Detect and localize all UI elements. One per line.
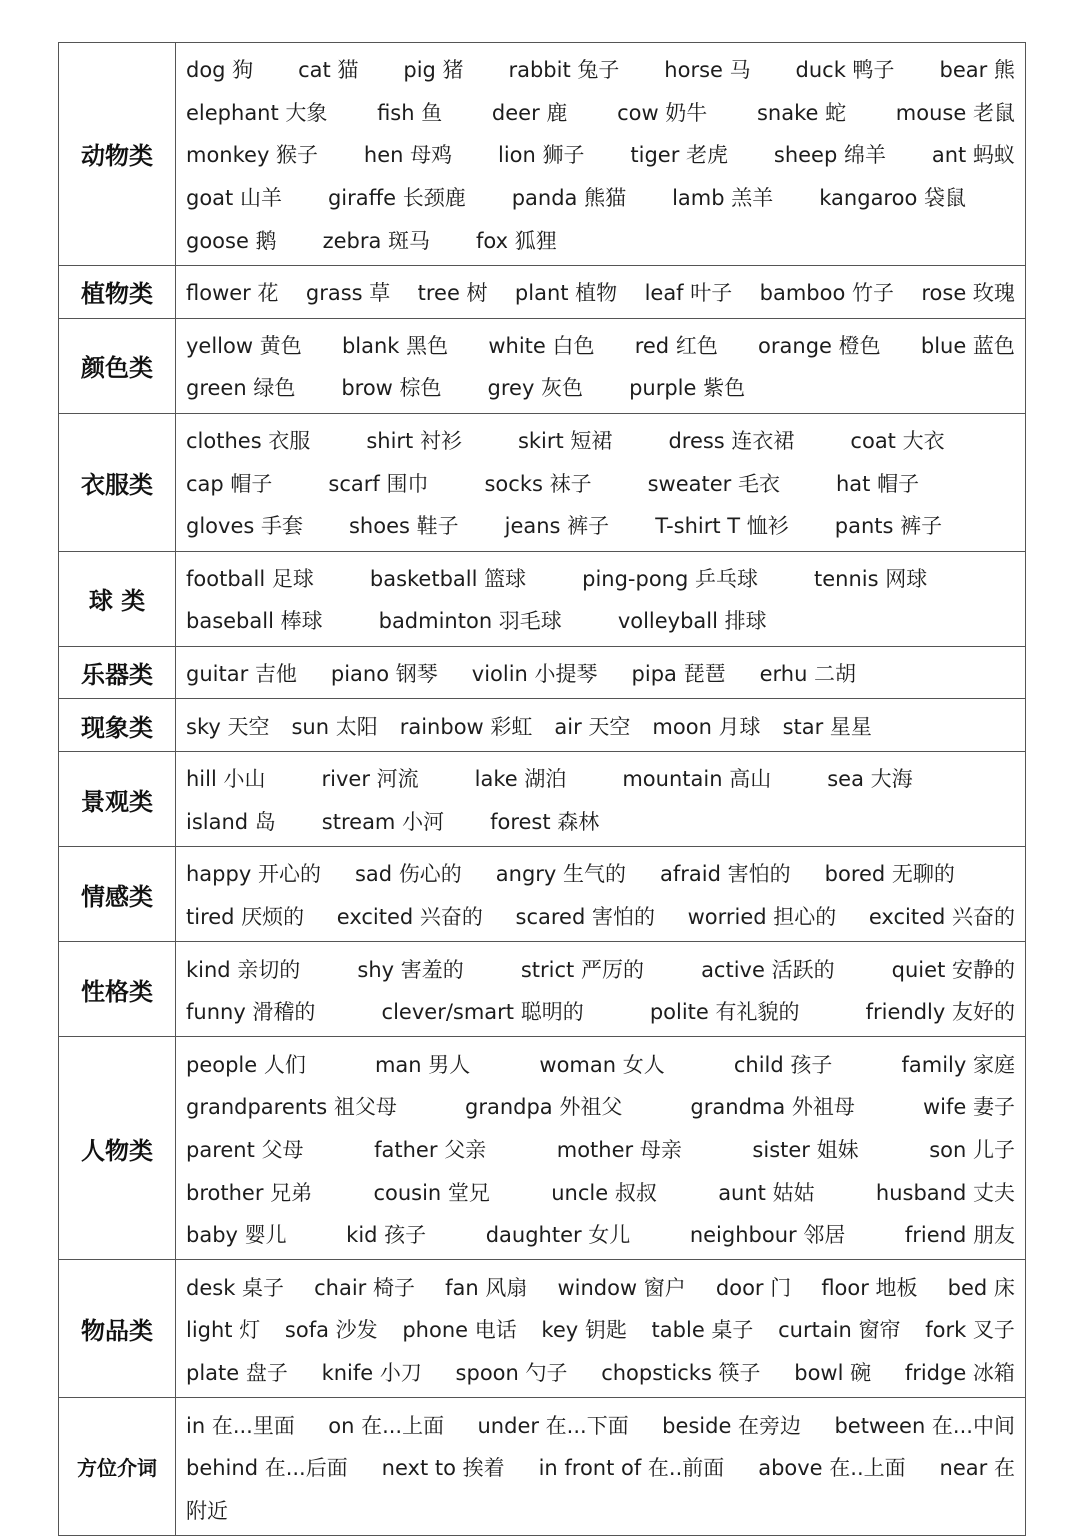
word-item: air 天空 [554,714,631,739]
category-label: 衣服类 [59,414,176,551]
word-item: fox 狐狸 [476,228,557,253]
word-line [186,1085,1015,1128]
word-item: monkey 猴子 [186,143,319,168]
word-item: T-shirt T 恤衫 [655,514,789,539]
word-line [186,419,1015,462]
word-item: tennis 网球 [814,566,928,591]
word-item: scarf 围巾 [328,471,429,496]
word-item: blank 黑色 [341,333,449,358]
word-item: deer 鹿 [491,100,568,125]
word-list [176,752,1025,846]
word-item: kangaroo 袋鼠 [819,186,966,211]
word-item: under 在...下面 [477,1413,629,1438]
word-item: fork 叉子 [925,1318,1015,1343]
category-label: 方位介词 [59,1398,176,1535]
word-item: chair 椅子 [314,1275,415,1300]
category-row-prepositions [59,1398,1025,1536]
word-item: elephant 大象 [186,100,328,125]
word-item: woman 女人 [539,1052,665,1077]
word-item: red 红色 [634,333,718,358]
word-item: curtain 窗帘 [778,1318,901,1343]
word-item: happy 开心的 [186,862,321,887]
category-label: 植物类 [59,266,176,318]
word-item: man 男人 [374,1052,471,1077]
category-row-personality [59,942,1025,1037]
word-item: shirt 衬衫 [366,429,462,454]
category-row-objects [59,1260,1025,1398]
word-item: hen 母鸡 [363,143,453,168]
word-item: yellow 黄色 [186,333,302,358]
word-item: guitar 吉他 [186,662,297,687]
word-list [176,414,1025,551]
word-item: angry 生气的 [495,862,627,887]
word-item: kid 孩子 [346,1223,427,1248]
word-item: afraid 害怕的 [660,862,791,887]
word-line [186,947,1015,990]
word-line [186,1351,1015,1394]
word-item: shoes 鞋子 [348,514,459,539]
category-label: 动物类 [59,43,176,265]
word-item: sky 天空 [186,714,270,739]
word-item: grass 草 [305,281,391,306]
word-line [186,652,1015,695]
word-item: active 活跃的 [701,957,835,982]
word-item: moon 月球 [652,714,761,739]
word-item: above 在..上面 [758,1456,906,1481]
word-item: baby 婴儿 [186,1223,287,1248]
word-item: bear 熊 [939,58,1015,83]
word-line [186,1128,1015,1171]
word-item: in front of 在..前面 [538,1456,725,1481]
word-item: hat 帽子 [835,471,920,496]
word-item: excited 兴奋的 [868,904,1015,929]
word-item: goose 鹅 [186,228,277,253]
word-line [186,504,1015,547]
word-item: tree 树 [417,281,488,306]
word-list [176,43,1025,265]
word-item: behind 在...后面 [186,1456,348,1481]
word-item: phone 电话 [402,1318,517,1343]
word-item: lamb 羔羊 [672,186,774,211]
word-item: aunt 姑姑 [718,1180,815,1205]
word-item: beside 在旁边 [662,1413,802,1438]
word-item: orange 橙色 [758,333,881,358]
word-item: green 绿色 [186,376,296,401]
word-line [186,1042,1015,1085]
word-item: in 在...里面 [186,1413,295,1438]
word-item: fish 鱼 [377,100,443,125]
word-list [176,1037,1025,1259]
word-item: dress 连衣裙 [668,429,795,454]
category-row-emotions [59,847,1025,942]
word-item: socks 袜子 [484,471,592,496]
word-item: son 儿子 [929,1137,1015,1162]
word-item: chopsticks 筷子 [601,1360,761,1385]
word-item: island 岛 [186,809,276,834]
word-item: friend 朋友 [904,1223,1015,1248]
word-item: sheep 绵羊 [773,143,886,168]
word-line [186,1446,1015,1489]
word-item: daughter 女儿 [485,1223,631,1248]
word-line [186,1213,1015,1256]
word-item: cat 猫 [298,58,359,83]
word-line [186,557,1015,600]
word-item: people 人们 [186,1052,306,1077]
word-item: volleyball 排球 [617,609,767,634]
category-row-landscape [59,752,1025,847]
word-item: rabbit 兔子 [508,58,620,83]
word-item: grandparents 祖父母 [186,1095,397,1120]
word-item: sofa 沙发 [284,1318,378,1343]
word-item: wife 妻子 [922,1095,1015,1120]
word-item: desk 桌子 [186,1275,285,1300]
word-item: skirt 短裙 [517,429,613,454]
word-item: polite 有礼貌的 [649,1000,800,1025]
word-item: sun 太阳 [291,714,378,739]
word-item: cow 奶牛 [617,100,708,125]
word-item: rose 玫瑰 [921,281,1015,306]
word-item: grandpa 外祖父 [465,1095,623,1120]
word-item: clothes 衣服 [186,429,311,454]
word-line [186,461,1015,504]
word-item: tired 厌烦的 [186,904,305,929]
word-line [186,48,1015,91]
word-item: giraffe 长颈鹿 [327,186,466,211]
word-list [176,942,1025,1036]
word-item: brother 兄弟 [186,1180,313,1205]
word-item: gloves 手套 [186,514,303,539]
category-row-phenomena [59,699,1025,752]
word-line [186,133,1015,176]
word-line [186,800,1015,843]
word-item: bored 无聊的 [824,862,955,887]
word-item: sister 姐妹 [752,1137,859,1162]
word-item: zebra 斑马 [322,228,431,253]
vocabulary-table [58,42,1026,1536]
category-label: 人物类 [59,1037,176,1259]
word-item: mouse 老鼠 [895,100,1015,125]
word-item: excited 兴奋的 [336,904,483,929]
word-line [186,1170,1015,1213]
category-label: 颜色类 [59,319,176,413]
word-item: sweater 毛衣 [647,471,780,496]
word-item: plant 植物 [514,281,618,306]
word-list [176,1398,1025,1535]
word-list [176,552,1025,646]
word-list [176,647,1025,699]
category-label: 性格类 [59,942,176,1036]
word-item: cap 帽子 [186,471,273,496]
word-item: kind 亲切的 [186,957,301,982]
word-item: star 星星 [782,714,872,739]
word-list [176,1260,1025,1397]
word-item: snake 蛇 [756,100,847,125]
word-item: spoon 勺子 [455,1360,568,1385]
word-item: ant 蚂蚁 [931,143,1015,168]
word-item: on 在...上面 [328,1413,445,1438]
word-item: dog 狗 [186,58,254,83]
category-row-clothes [59,414,1025,552]
category-label: 物品类 [59,1260,176,1397]
word-item: goat 山羊 [186,186,282,211]
word-item: between 在...中间 [834,1413,1015,1438]
word-item: cousin 堂兄 [373,1180,490,1205]
word-item: sea 大海 [827,767,913,792]
word-line [186,1488,1015,1531]
word-item: mountain 高山 [622,767,772,792]
word-line [186,176,1015,219]
word-item: purple 紫色 [629,376,746,401]
word-item: hill 小山 [186,767,266,792]
word-line [186,852,1015,895]
word-item: pipa 琵琶 [631,662,726,687]
word-line [186,271,1015,314]
word-item: friendly 友好的 [865,1000,1015,1025]
word-item: quiet 安静的 [891,957,1015,982]
word-item: child 孩子 [733,1052,833,1077]
word-item: strict 严厉的 [520,957,644,982]
word-item: pants 裤子 [834,514,943,539]
category-row-balls [59,552,1025,647]
word-item: next to 挨着 [381,1456,505,1481]
word-item: basketball 篮球 [369,566,527,591]
word-item: table 桌子 [651,1318,754,1343]
word-list [176,266,1025,318]
word-item: fridge 冰箱 [904,1360,1015,1385]
word-item: 附近 [186,1498,228,1523]
word-item: uncle 叔叔 [551,1180,657,1205]
category-row-colors [59,319,1025,414]
word-item: piano 钢琴 [330,662,438,687]
word-line [186,599,1015,642]
word-item: baseball 棒球 [186,609,323,634]
word-line [186,1265,1015,1308]
word-item: river 河流 [321,767,419,792]
category-label: 情感类 [59,847,176,941]
word-line [186,366,1015,409]
word-item: jeans 裤子 [504,514,610,539]
category-label: 球 类 [59,552,176,646]
category-row-plants [59,266,1025,319]
word-item: badminton 羽毛球 [378,609,562,634]
word-item: bamboo 竹子 [759,281,894,306]
word-item: floor 地板 [821,1275,918,1300]
word-line [186,1403,1015,1446]
category-label: 现象类 [59,699,176,751]
word-item: horse 马 [664,58,751,83]
word-item: flower 花 [186,281,279,306]
word-item: worried 担心的 [687,904,837,929]
word-item: knife 小刀 [321,1360,422,1385]
word-list [176,847,1025,941]
word-item: white 白色 [488,333,595,358]
word-item: parent 父母 [186,1137,304,1162]
word-item: grandma 外祖母 [690,1095,855,1120]
word-item: clever/smart 聪明的 [381,1000,584,1025]
word-line [186,1308,1015,1351]
word-item: ping-pong 乒乓球 [582,566,758,591]
category-label: 乐器类 [59,647,176,699]
word-line [186,704,1015,747]
word-item: funny 滑稽的 [186,1000,316,1025]
category-row-animals [59,43,1025,266]
word-item: panda 熊猫 [511,186,627,211]
word-list [176,699,1025,751]
word-item: lion 狮子 [498,143,585,168]
word-line [186,990,1015,1033]
word-item: pig 猪 [403,58,464,83]
word-item: family 家庭 [901,1052,1015,1077]
word-item: bed 床 [947,1275,1015,1300]
word-line [186,324,1015,367]
word-item: coat 大衣 [850,429,945,454]
category-row-people [59,1037,1025,1260]
word-item: near 在 [939,1456,1015,1481]
word-item: neighbour 邻居 [689,1223,846,1248]
word-item: violin 小提琴 [471,662,598,687]
word-line [186,91,1015,134]
word-item: stream 小河 [321,809,445,834]
word-list [176,319,1025,413]
word-item: scared 害怕的 [515,904,655,929]
word-item: fan 风扇 [445,1275,528,1300]
word-item: shy 害羞的 [357,957,464,982]
word-item: father 父亲 [374,1137,487,1162]
word-line [186,218,1015,261]
word-item: rainbow 彩虹 [399,714,533,739]
word-item: leaf 叶子 [644,281,733,306]
category-row-instruments [59,647,1025,700]
word-item: lake 湖泊 [474,767,567,792]
word-item: tiger 老虎 [630,143,729,168]
word-line [186,895,1015,938]
word-item: sad 伤心的 [354,862,462,887]
category-label: 景观类 [59,752,176,846]
word-item: football 足球 [186,566,314,591]
word-item: mother 母亲 [556,1137,682,1162]
word-item: forest 森林 [490,809,600,834]
word-item: husband 丈夫 [875,1180,1015,1205]
word-item: duck 鸭子 [795,58,895,83]
word-line [186,757,1015,800]
word-item: blue 蓝色 [920,333,1015,358]
word-item: brow 棕色 [341,376,442,401]
word-item: grey 灰色 [487,376,584,401]
word-item: bowl 碗 [794,1360,872,1385]
word-item: light 灯 [186,1318,261,1343]
word-item: door 门 [715,1275,792,1300]
word-item: plate 盘子 [186,1360,288,1385]
word-item: key 钥匙 [541,1318,627,1343]
word-item: erhu 二胡 [759,662,857,687]
word-item: window 窗户 [557,1275,686,1300]
